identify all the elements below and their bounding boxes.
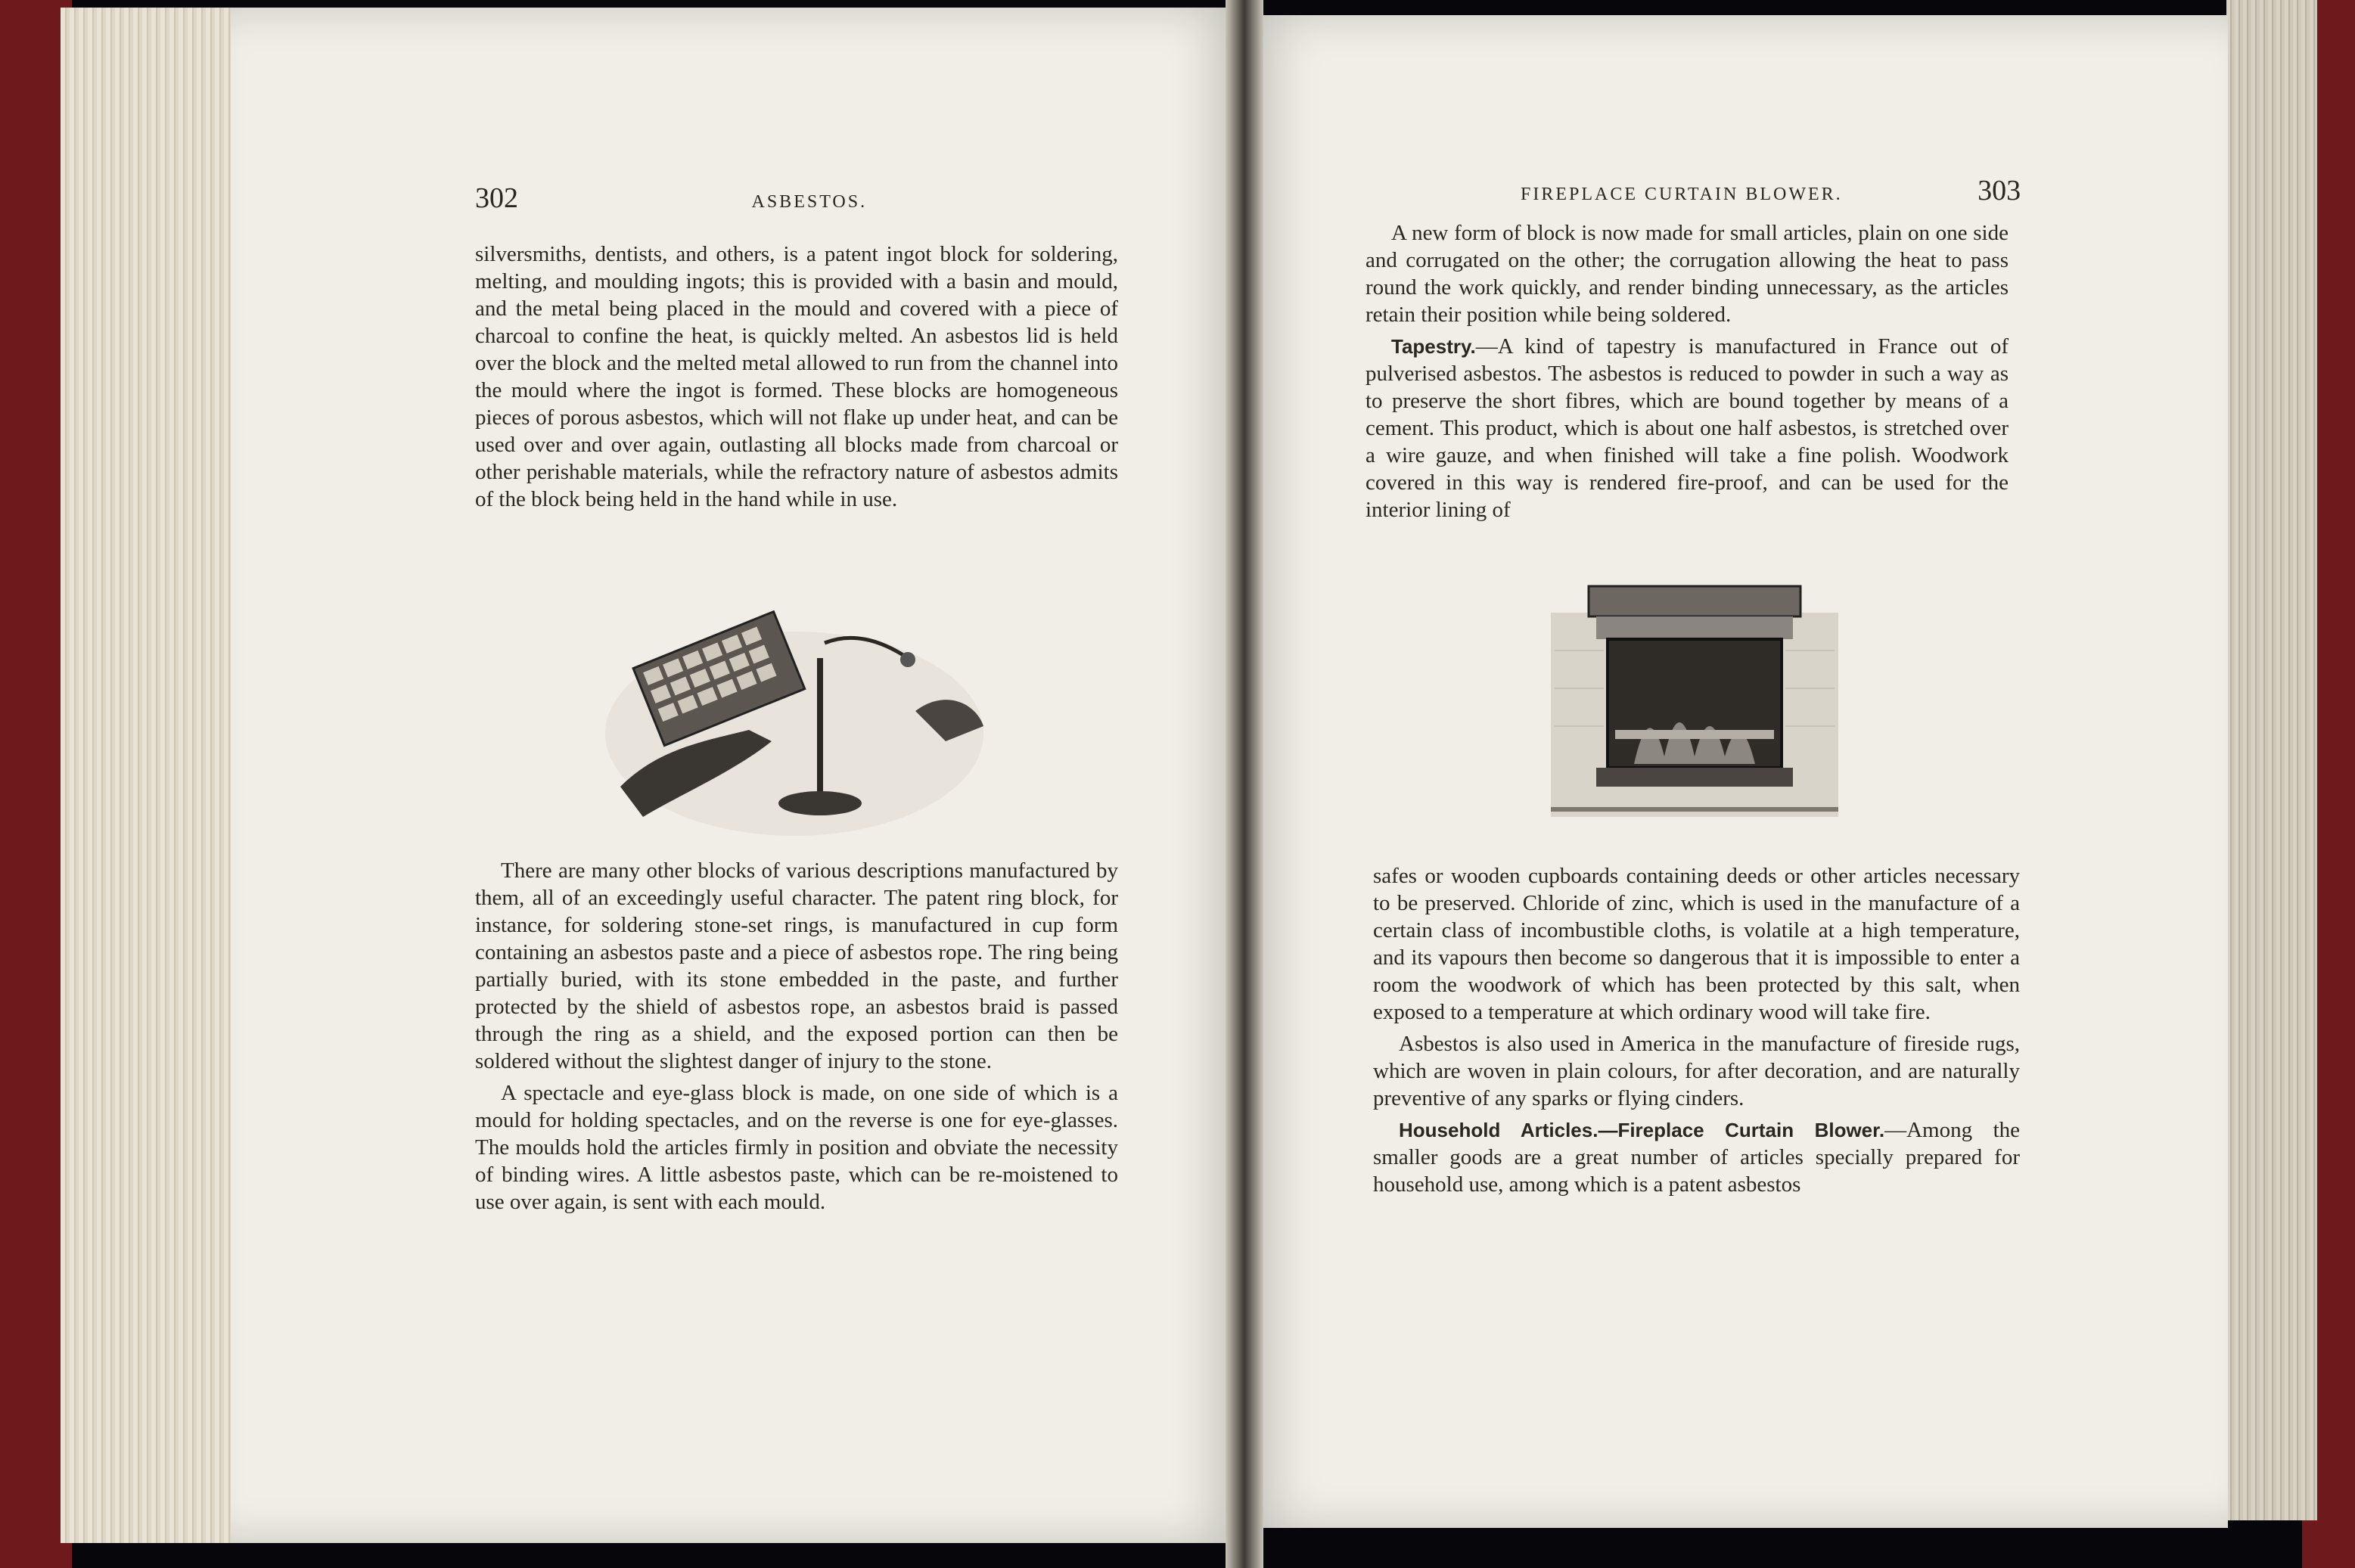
left-running-head (475, 182, 867, 215)
page-edges-right (2226, 0, 2317, 1520)
ingot-block-illustration (590, 598, 999, 840)
right-paragraph-tapestry (1365, 333, 2009, 523)
right-paragraph-household (1373, 1116, 2020, 1198)
right-paragraph-safes: safes or wooden cupboards containing deeds or other articles necessary to be preserved. Chloride of zinc, which is used in the manufacture of a certain class of incombustible cloths, is volatile at a high temperature, and its vapours then become so dangerous that it is impossible to enter a room the woodwork of which has been protected by this salt, when exposed to a temperature at which ordinary wood will take fire. (1373, 864, 2020, 1024)
left-text-top (475, 241, 1118, 517)
book-gutter (1226, 0, 1263, 1568)
right-page-number: 303 (1978, 175, 2021, 206)
right-text-bottom (1373, 862, 2020, 1203)
right-text-top (1365, 219, 2009, 528)
household-heading: Household Articles.—Fireplace Curtain Blower. (1399, 1119, 1885, 1141)
household-text: —Among the smaller goods are a great number of articles specially prepared for household use, among which is a patent asbestos (1373, 1118, 2020, 1197)
fireplace-figure (1543, 582, 1846, 847)
ingot-block-figure (590, 598, 999, 840)
tapestry-heading: Tapestry. (1391, 335, 1476, 358)
right-running-title: FIREPLACE CURTAIN BLOWER. (1521, 185, 1843, 204)
right-paragraph-rugs: Asbestos is also used in America in the manufacture of fireside rugs, which are woven in plain colours, for after decoration, and are naturally preventive of any sparks or flying cinders. (1373, 1032, 2020, 1110)
left-paragraph-spectacle: A spectacle and eye-glass block is made, on one side of which is a mould for holding spectacles, and on the reverse is one for eye-glasses. The moulds hold the articles firmly in position and obviate the necessity of binding wires. A little asbestos paste, which can be re-moistened to use over again, is sent with each mould. (475, 1081, 1118, 1214)
left-paragraph-ingot: silversmiths, dentists, and others, is a patent ingot block for soldering, melting, and moulding ingots; this is provided with a basin and mould, and the metal being placed in the mould and covered with a piece of charcoal to confine the heat, is quickly melted. An asbestos lid is held over the block and the melted metal allowed to run from the channel into the mould where the ingot is formed. These blocks are homogeneous pieces of porous asbestos, which will not flake up under heat, and can be used over and over again, outlasting all blocks made from charcoal or other perishable materials, while the refractory nature of asbestos admits of the block being held in the hand while in use. (475, 242, 1118, 511)
left-page-number: 302 (475, 182, 518, 214)
left-running-title: ASBESTOS. (751, 192, 868, 212)
right-paragraph-corrugated: A new form of block is now made for small articles, plain on one side and corrugated on the other; the corrugation allowing the heat to pass round the work quickly, and render binding unnecessary, as the articles retain their position while being soldered. (1365, 221, 2009, 327)
tapestry-text: —A kind of tapestry is manufactured in France out of pulverised asbestos. The asbestos is reduced to powder in such a way as to preserve the short fibres, which are bound together by means of a cement. This product, which is about one half asbestos, is stretched over a wire gauze, and when finished will take a fine polish. Woodwork covered in this way is rendered fire-proof, and can be used for the interior lining of (1365, 334, 2009, 522)
fireplace-illustration (1543, 582, 1846, 847)
left-text-bottom (475, 857, 1118, 1220)
right-running-head (1521, 174, 2021, 207)
page-edges-left (61, 8, 235, 1543)
left-paragraph-blocks: There are many other blocks of various descriptions manufactured by them, all of an exceedingly useful character. The patent ring block, for instance, for soldering stone-set rings, is manufactured in cup form containing an asbestos paste and a piece of asbestos rope. The ring being partially buried, with its stone embedded in the paste, and further protected by the shield of asbestos rope, an asbestos braid is passed through the ring as a shield, and the exposed portion can then be soldered without the slightest danger of injury to the stone. (475, 859, 1118, 1073)
